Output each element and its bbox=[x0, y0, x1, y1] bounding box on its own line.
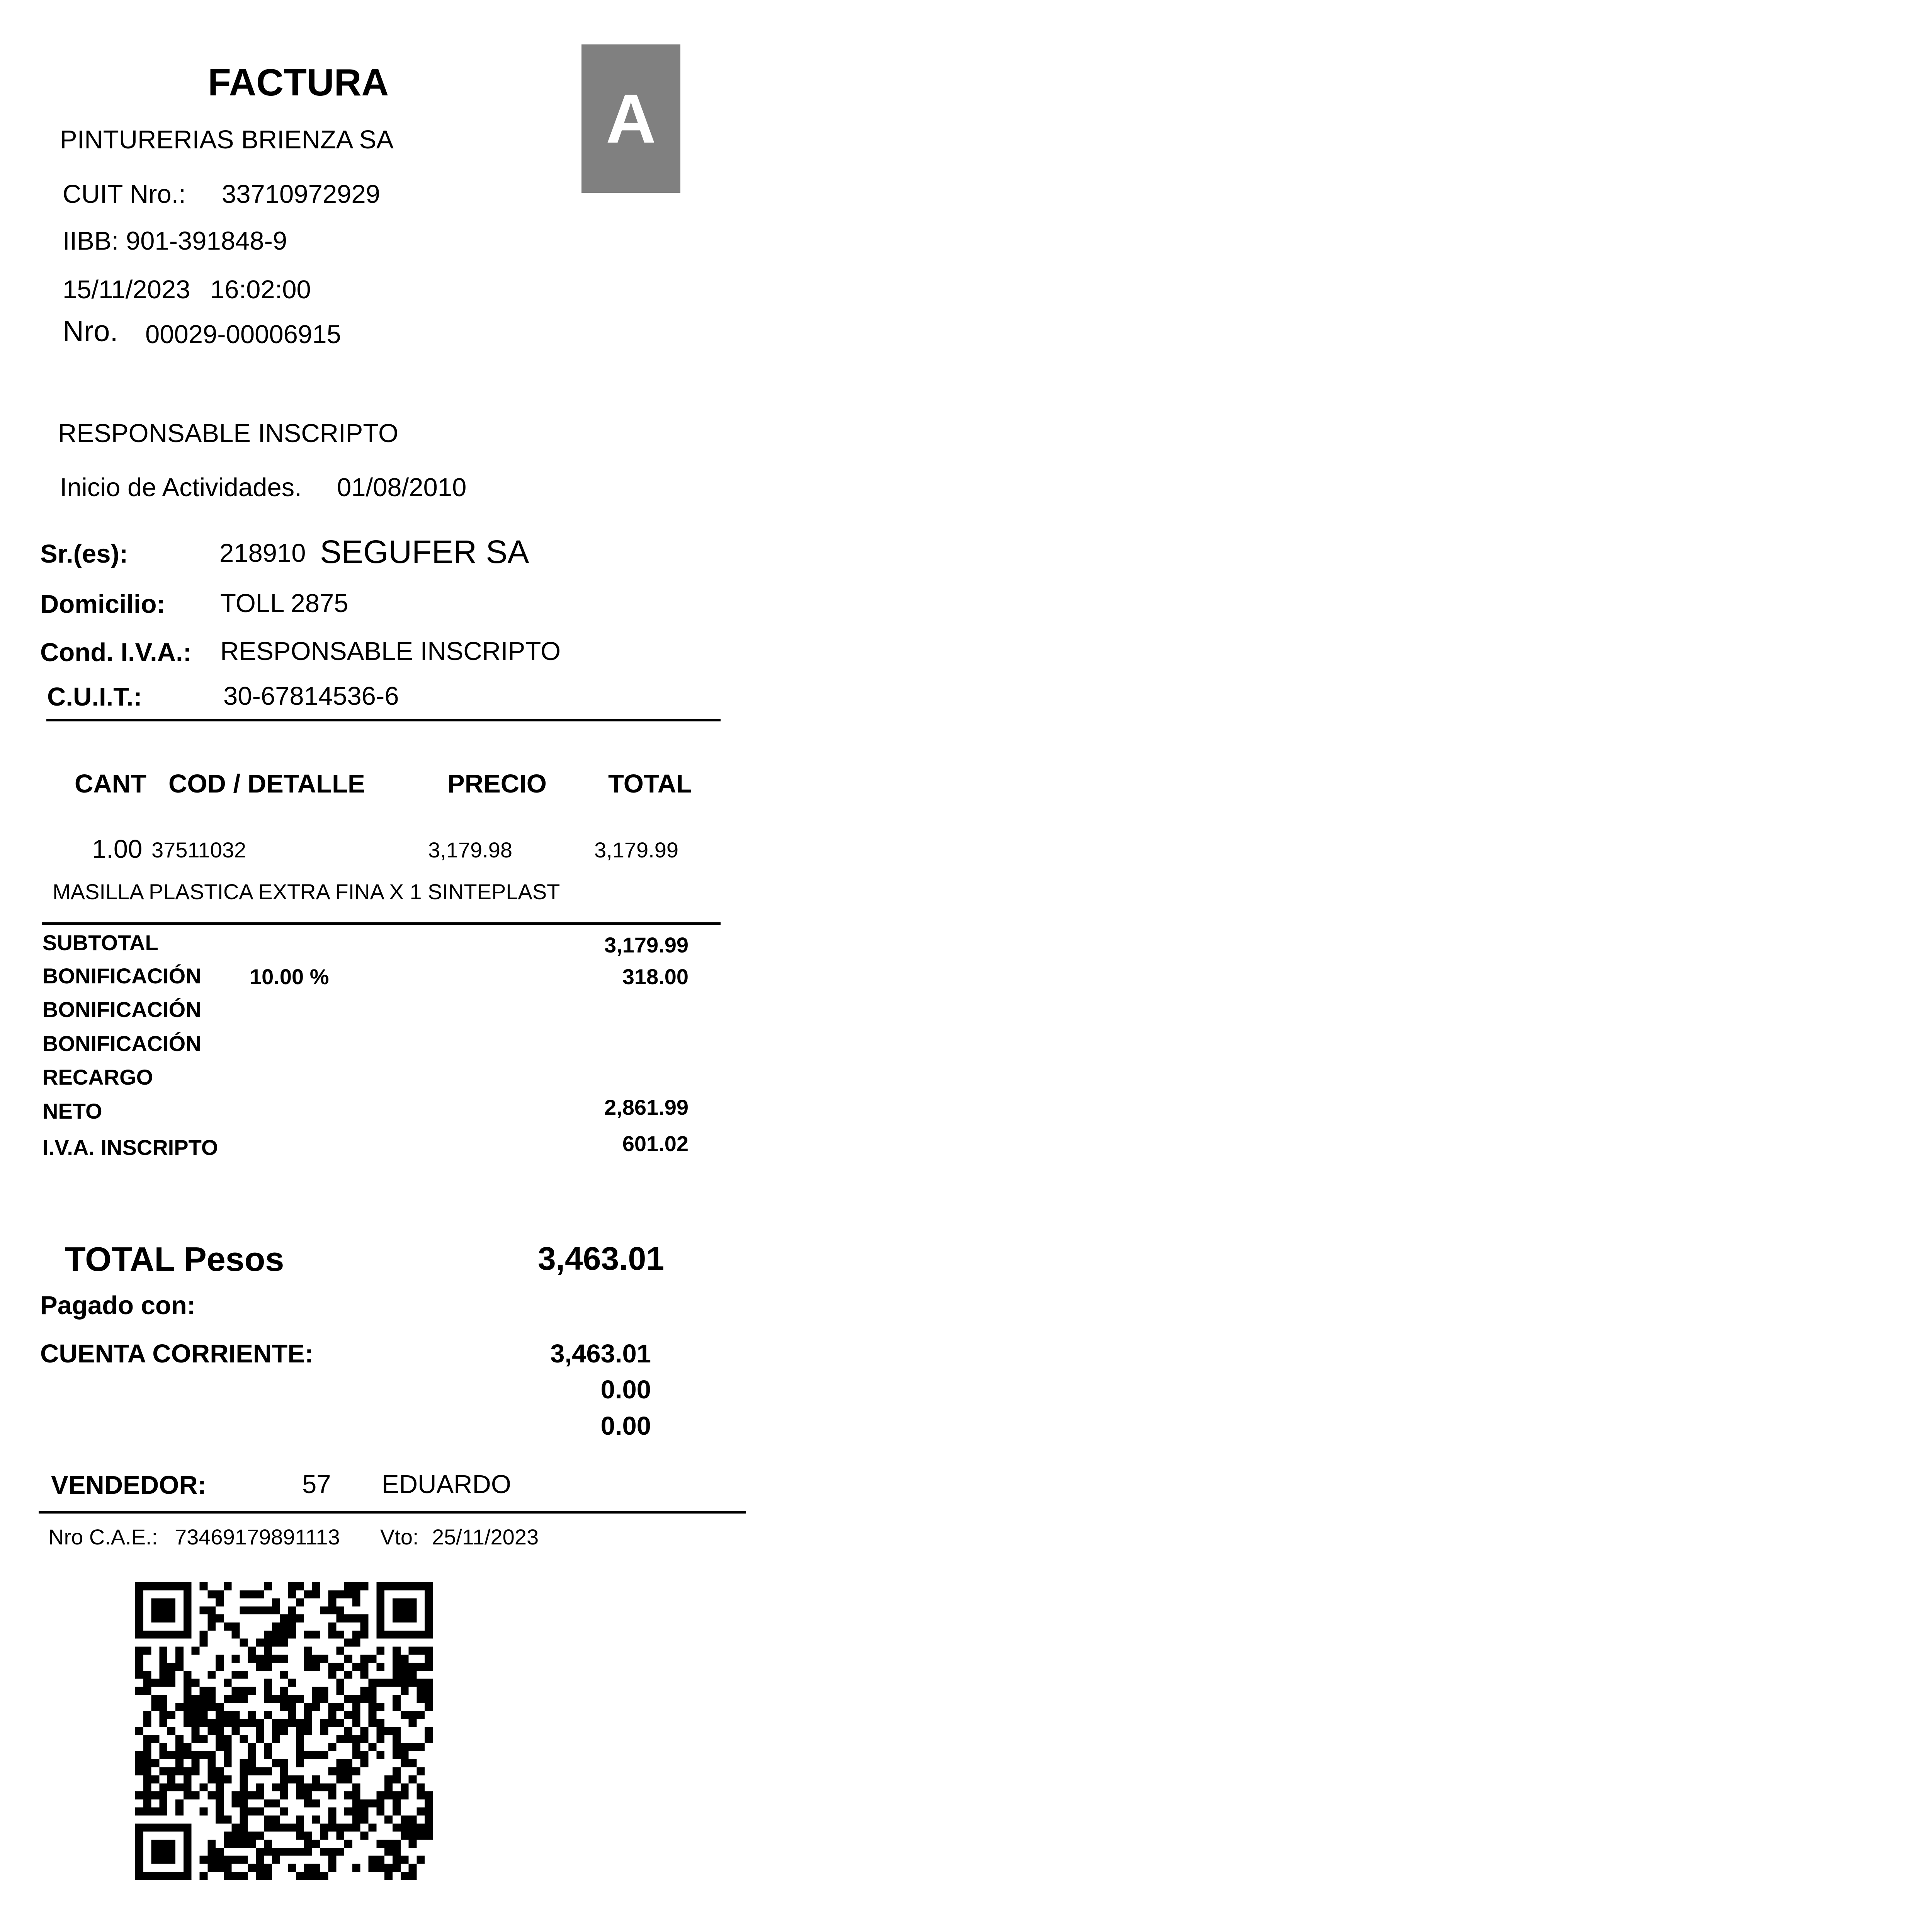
discount-3-label: BONIFICACIÓN bbox=[43, 1031, 201, 1056]
item-code: 37511032 bbox=[151, 838, 246, 862]
invoice-type-letter: A bbox=[606, 80, 656, 158]
cae-number: 73469179891113 bbox=[175, 1525, 340, 1549]
company-iibb: IIBB: 901-391848-9 bbox=[63, 226, 287, 255]
company-cuit-label: CUIT Nro.: bbox=[63, 180, 186, 209]
discount-1-label: BONIFICACIÓN bbox=[43, 964, 201, 988]
item-total: 3,179.99 bbox=[594, 838, 678, 862]
payment-amount-1: 3,463.01 bbox=[550, 1339, 651, 1368]
seller-label: VENDEDOR: bbox=[51, 1471, 207, 1500]
invoice-time: 16:02:00 bbox=[210, 275, 311, 304]
customer-cuit-value: 30-67814536-6 bbox=[223, 682, 399, 711]
surcharge-label: RECARGO bbox=[43, 1065, 153, 1089]
customer-name: SEGUFER SA bbox=[320, 534, 529, 570]
subtotal-value: 3,179.99 bbox=[604, 933, 689, 957]
seller-name: EDUARDO bbox=[382, 1470, 512, 1499]
item-quantity: 1.00 bbox=[92, 835, 143, 864]
payment-method-label: CUENTA CORRIENTE: bbox=[40, 1339, 314, 1368]
activity-start-date: 01/08/2010 bbox=[337, 473, 467, 502]
invoice-title: FACTURA bbox=[208, 61, 389, 104]
iva-label: I.V.A. INSCRIPTO bbox=[43, 1135, 218, 1160]
payment-amount-3: 0.00 bbox=[600, 1412, 651, 1440]
invoice-type-box bbox=[581, 44, 680, 193]
tax-condition: RESPONSABLE INSCRIPTO bbox=[58, 419, 399, 448]
col-header-detalle: COD / DETALLE bbox=[168, 769, 365, 798]
customer-iva-value: RESPONSABLE INSCRIPTO bbox=[220, 637, 561, 666]
customer-label: Sr.(es): bbox=[40, 539, 128, 568]
cae-expiry-date: 25/11/2023 bbox=[432, 1525, 539, 1549]
discount-1-percent: 10.00 % bbox=[250, 964, 329, 989]
item-description: MASILLA PLASTICA EXTRA FINA X 1 SINTEPLAST bbox=[53, 879, 560, 904]
address-value: TOLL 2875 bbox=[220, 589, 349, 618]
company-cuit-value: 33710972929 bbox=[222, 180, 380, 209]
grand-total-label: TOTAL Pesos bbox=[65, 1240, 284, 1278]
paid-with-label: Pagado con: bbox=[40, 1291, 196, 1320]
qr-code-icon bbox=[135, 1582, 433, 1880]
subtotal-label: SUBTOTAL bbox=[43, 930, 158, 955]
item-price: 3,179.98 bbox=[428, 838, 512, 862]
invoice-number: 00029-00006915 bbox=[145, 320, 341, 349]
grand-total-value: 3,463.01 bbox=[538, 1240, 664, 1277]
invoice-number-label: Nro. bbox=[63, 315, 118, 348]
seller-divider bbox=[39, 1511, 746, 1514]
company-name: PINTURERIAS BRIENZA SA bbox=[60, 125, 394, 154]
activity-start-label: Inicio de Actividades. bbox=[60, 473, 302, 502]
customer-code: 218910 bbox=[219, 539, 306, 568]
discount-2-label: BONIFICACIÓN bbox=[43, 997, 201, 1022]
cae-expiry-label: Vto: bbox=[380, 1525, 419, 1549]
col-header-total: TOTAL bbox=[608, 769, 692, 798]
customer-iva-label: Cond. I.V.A.: bbox=[40, 638, 192, 667]
discount-1-value: 318.00 bbox=[622, 964, 689, 989]
seller-code: 57 bbox=[302, 1470, 331, 1499]
net-label: NETO bbox=[43, 1099, 102, 1123]
col-header-cant: CANT bbox=[75, 769, 147, 798]
net-value: 2,861.99 bbox=[604, 1095, 689, 1119]
customer-cuit-label: C.U.I.T.: bbox=[47, 682, 142, 711]
col-header-precio: PRECIO bbox=[447, 769, 547, 798]
items-divider bbox=[42, 922, 721, 925]
invoice-date: 15/11/2023 bbox=[63, 275, 190, 304]
cae-label: Nro C.A.E.: bbox=[48, 1525, 158, 1549]
address-label: Domicilio: bbox=[40, 590, 165, 619]
iva-value: 601.02 bbox=[622, 1131, 689, 1156]
payment-amount-2: 0.00 bbox=[600, 1375, 651, 1404]
customer-divider bbox=[46, 719, 721, 721]
